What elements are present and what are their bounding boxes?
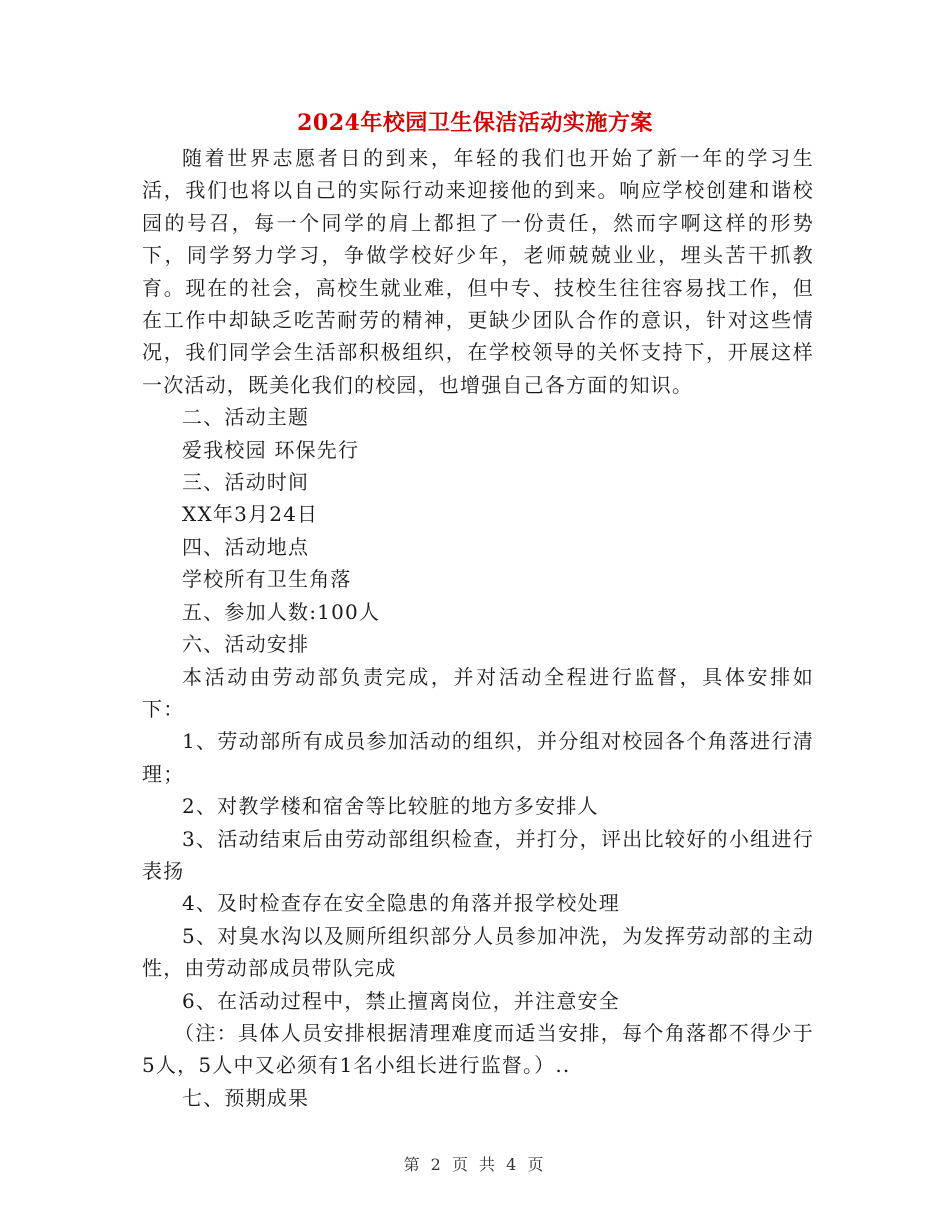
arrangement-item-5: 5、对臭水沟以及厕所组织部分人员参加冲洗，为发挥劳动部的主动性，由劳动部成员带队完成 xyxy=(142,923,814,981)
arrangement-item-2: 2、对教学楼和宿舍等比较脏的地方多安排人 xyxy=(182,794,599,819)
section-heading-results: 七、预期成果 xyxy=(182,1085,310,1110)
theme-text: 爱我校园 环保先行 xyxy=(182,437,360,462)
intro-paragraph: 随着世界志愿者日的到来，年轻的我们也开始了新一年的学习生活，我们也将以自己的实际行动来迎接他的到来。响应学校创建和谐校园的号召，每一个同学的肩上都担了一份责任，然而字啊这样的形势下，同学努力学习，争做学校好少年，老师兢兢业业，埋头苦干抓教育。现在的社会，高校生就业难，但中专、技校生往往容易找工作，但在工作中却缺乏吃苦耐劳的精神，更缺少团队合作的意识，针对这些情况，我们同学会生活部积极组织，在学校领导的关怀支持下，开展这样一次活动，既美化我们的校园，也增强自己各方面的知识。 xyxy=(142,146,814,397)
arrangement-item-1: 1、劳动部所有成员参加活动的组织，并分组对校园各个角落进行清理； xyxy=(142,729,814,786)
arrangement-item-4: 4、及时检查存在安全隐患的角落并报学校处理 xyxy=(182,891,620,916)
section-heading-location: 四、活动地点 xyxy=(182,534,310,559)
arrangement-item-3: 3、活动结束后由劳动部组织检查，并打分，评出比较好的小组进行表扬 xyxy=(142,826,814,883)
section-heading-time: 三、活动时间 xyxy=(182,470,310,495)
section-heading-arrangement: 六、活动安排 xyxy=(182,632,310,657)
time-text: XX年3月24日 xyxy=(182,502,319,527)
location-text: 学校所有卫生角落 xyxy=(182,567,352,592)
participants-text: 五、参加人数:100人 xyxy=(182,599,381,624)
document-title: 2024年校园卫生保洁活动实施方案 xyxy=(297,110,653,136)
arrangement-item-6: 6、在活动过程中，禁止擅离岗位，并注意安全 xyxy=(182,988,620,1013)
section-heading-theme: 二、活动主题 xyxy=(182,405,310,430)
arrangement-note: （注：具体人员安排根据清理难度而适当安排，每个角落都不得少于5人，5人中又必须有1名小组长进行监督。）.. xyxy=(142,1020,814,1078)
arrangement-intro: 本活动由劳动部负责完成，并对活动全程进行监督，具体安排如下： xyxy=(142,664,814,721)
page-footer: 第 2 页 共 4 页 xyxy=(403,1155,547,1174)
document-body xyxy=(142,142,814,1114)
